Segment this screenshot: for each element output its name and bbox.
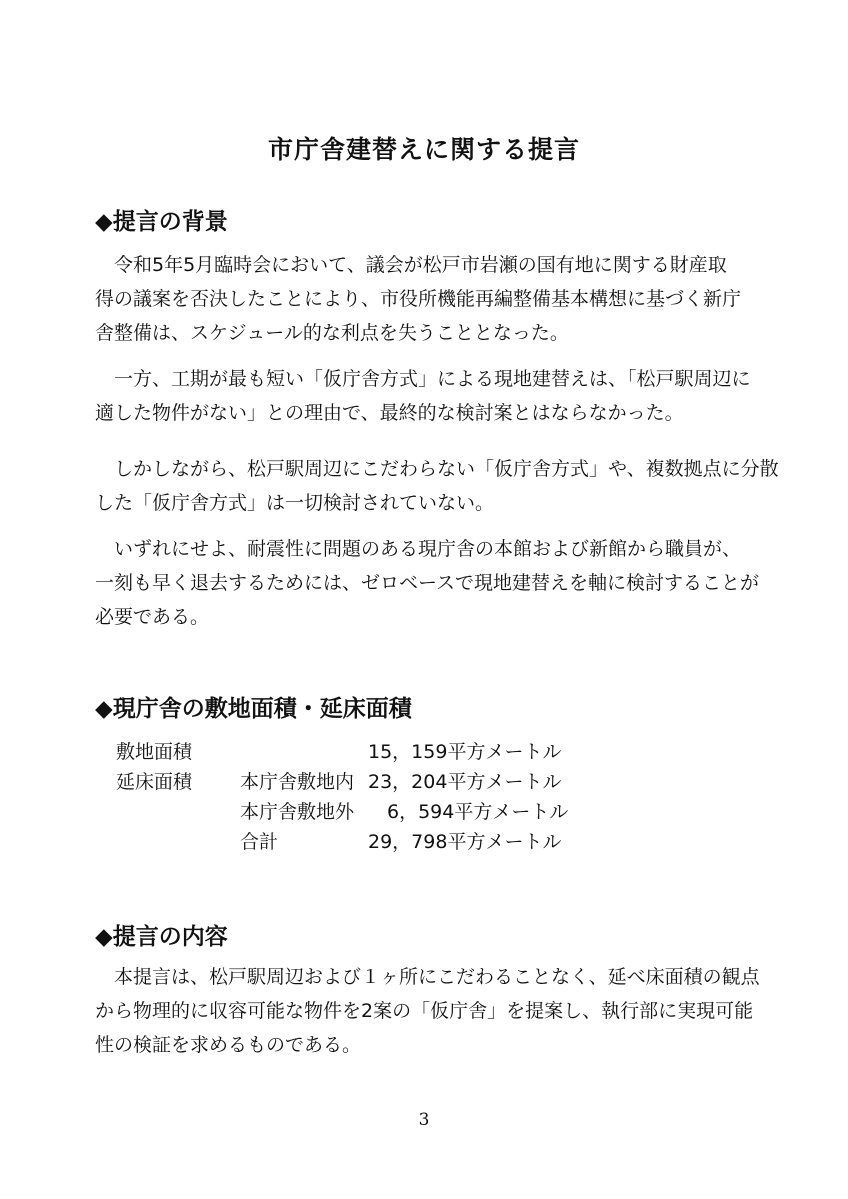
text-line: 適した物件がない」との理由で、最終的な検討案とはならなかった。 [95,402,684,424]
text-line: 一刻も早く退去するためには、ゼロベースで現地建替えを軸に検討することが [95,572,760,594]
text-line: 令和5年5月臨時会において、議会が松戸市岩瀬の国有地に関する財産取 [95,254,727,276]
row-value: 29，798平方メートル [368,831,562,853]
paragraph-content [95,960,760,1062]
row-sub-label: 本庁舎敷地外 [240,801,355,823]
text-line: しかしながら、松戸駅周辺にこだわらない「仮庁舎方式」や、複数拠点に分散 [95,458,779,480]
section-heading-content: ◆提言の内容 [95,924,228,950]
row-label: 延床面積 [116,771,193,793]
paragraph-background-2 [95,362,755,430]
text-line: 性の検証を求めるものである。 [95,1034,362,1056]
page-number: 3 [418,1110,430,1130]
text-line: 舎整備は、スケジュール的な利点を失うこととなった。 [95,322,569,344]
text-line: いずれにせよ、耐震性に問題のある現庁舎の本館および新館から職員が、 [95,538,742,560]
section-heading-background: ◆提言の背景 [95,209,228,235]
paragraph-background-3 [95,452,779,520]
row-value: 15，159平方メートル [368,741,562,763]
section-heading-area: ◆現庁舎の敷地面積・延床面積 [95,696,412,722]
row-value: 6，594平方メートル [368,801,569,823]
text-line: 本提言は、松戸駅周辺および１ヶ所にこだわることなく、延べ床面積の観点 [95,966,760,988]
row-sub-label: 合計 [240,831,279,853]
row-sub-label: 本庁舎敷地内 [240,771,355,793]
text-line: 得の議案を否決したことにより、市役所機能再編整備基本構想に基づく新庁 [95,288,742,310]
paragraph-background-1 [95,248,755,350]
text-line: した「仮庁舎方式」は一切検討されていない。 [95,492,495,514]
document-title: 市庁舎建替えに関する提言 [267,135,580,164]
row-value: 23，204平方メートル [368,771,562,793]
text-line: 必要である。 [95,606,210,628]
paragraph-background-4 [95,532,760,634]
text-line: 一方、工期が最も短い「仮庁舎方式」による現地建替えは、「松戸駅周辺に [95,368,751,390]
row-label: 敷地面積 [116,741,193,763]
text-line: から物理的に収容可能な物件を2案の「仮庁舎」を提案し、執行部に実現可能 [95,1000,754,1022]
